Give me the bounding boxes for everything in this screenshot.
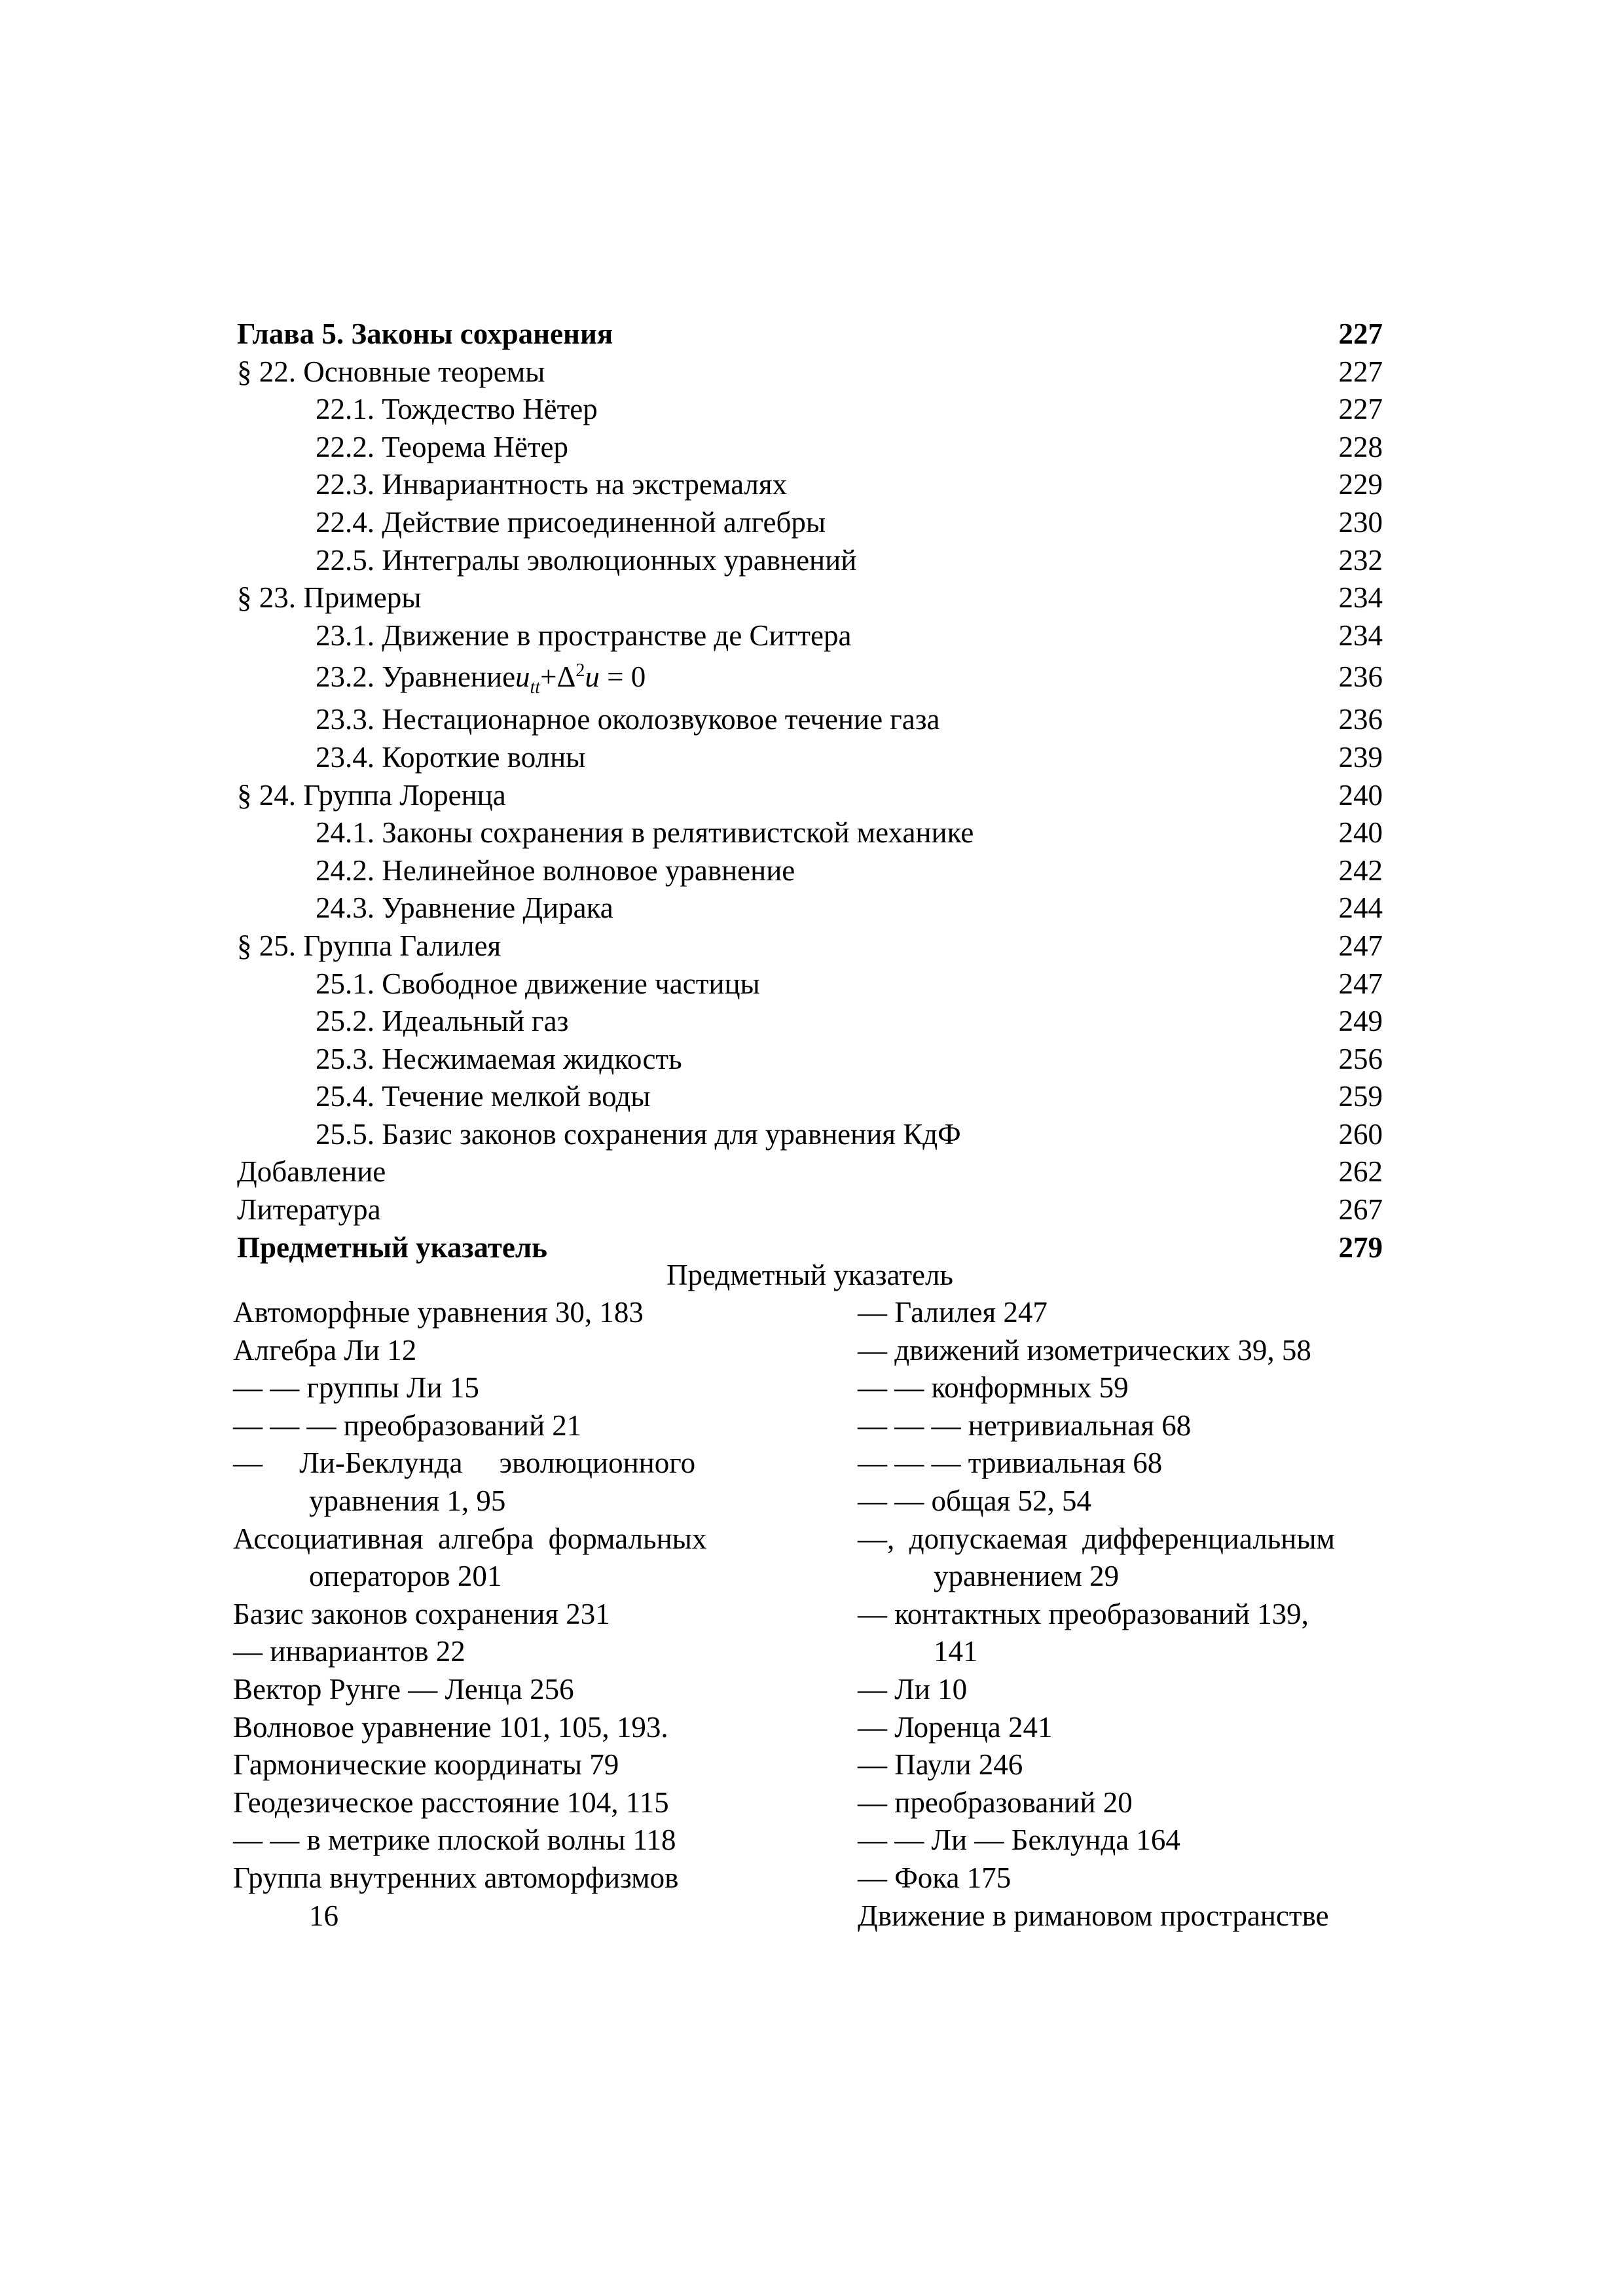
index-entry-continuation: операторов 201 [309,1560,502,1593]
index-entry [858,1520,1401,1596]
index-entry-text: — Лоренца 241 [858,1710,1053,1744]
index-entry [233,1821,763,1859]
index-entry-continuation: 141 [934,1635,978,1668]
toc-entry-page: 279 [1338,1230,1383,1264]
toc-entry-page: 260 [1338,1117,1383,1151]
toc-row [237,701,1383,739]
toc-entry-page: 234 [1338,581,1383,615]
index-entry-text: — — Ли — Беклунда 164 [858,1823,1180,1857]
toc-row [237,391,1383,429]
index-entry-continuation: уравнения 1, 95 [309,1484,506,1517]
formula-delta: Δ [556,660,576,694]
toc-row [237,504,1383,542]
toc-entry-page: 249 [1338,1005,1383,1038]
index-entry-text: — движений изометрических 39, 58 [858,1333,1311,1367]
index-entry [233,1671,763,1709]
toc-entry-page: 256 [1338,1042,1383,1075]
toc-entry-page: 247 [1338,929,1383,962]
toc-entry-page: 267 [1338,1193,1383,1227]
index-entry [233,1294,763,1332]
toc-entry-title: 24.2. Нелинейное волновое уравнение [316,853,795,887]
index-entry-text: — — группы Ли 15 [233,1371,479,1405]
index-entry-text: — Фока 175 [858,1861,1012,1894]
toc-entry-title: 23.3. Нестационарное околозвуковое течение газа [316,703,940,736]
toc-row [237,852,1383,890]
toc-entry-title: Глава 5. Законы сохранения [237,317,613,350]
index-entry-text: Геодезическое расстояние 104, 115 [233,1785,669,1819]
toc-entry-page: 262 [1338,1155,1383,1189]
toc-entry-title: § 24. Группа Лоренца [237,778,506,812]
index-entry-text: Вектор Рунге — Ленца 256 [233,1672,574,1706]
index-entry-text: — — — нетривиальная 68 [858,1408,1192,1442]
index-entry [233,1369,763,1407]
toc-entry-page: 244 [1338,891,1383,925]
index-entry-text: — Ли-Беклунда эволюционного [233,1446,696,1480]
toc-row [237,429,1383,467]
toc-entry-title: Предметный указатель [237,1230,547,1264]
index-entry-text: Волновое уравнение 101, 105, 193. [233,1710,668,1744]
toc-row [237,889,1383,927]
toc-entry-page: 239 [1338,740,1383,774]
toc-entry-title: Добавление [237,1155,386,1189]
toc-row [237,466,1383,504]
toc-entry-formula [515,658,646,696]
index-entry-text: — преобразований 20 [858,1785,1133,1819]
index-entry [233,1746,763,1784]
toc-entry-title: 22.4. Действие присоединенной алгебры [316,505,826,539]
formula-plus: + [540,660,557,694]
index-entry-text: — Паули 246 [858,1748,1023,1782]
index-entry [858,1482,1401,1520]
toc-row [237,1003,1383,1041]
toc-entry-title: 25.3. Несжимаемая жидкость [316,1042,682,1075]
toc-entry-title: 22.2. Теорема Нётер [316,430,568,463]
toc-row [237,315,1383,353]
toc-row [237,542,1383,580]
toc-row [237,965,1383,1003]
index-entry [233,1784,763,1822]
toc-entry-title: § 22. Основные теоремы [237,355,545,388]
index-entry [858,1332,1401,1370]
toc-entry-page: 240 [1338,778,1383,812]
formula-exponent: 2 [575,660,585,681]
toc-entry-title: § 23. Примеры [237,581,422,615]
index-entry [858,1859,1401,1897]
index-entry-text: Группа внутренних автоморфизмов [233,1861,679,1894]
toc-row [237,739,1383,777]
index-entry [858,1407,1401,1445]
toc-row [237,1078,1383,1116]
index-entry [858,1746,1401,1784]
index-entry [858,1897,1401,1935]
toc-entry-page: 247 [1338,967,1383,1000]
toc-row [237,579,1383,617]
toc-entry-title: 25.2. Идеальный газ [316,1005,569,1038]
index-column-left [233,1294,763,1935]
index-entry [858,1444,1401,1482]
toc-entry-page: 227 [1338,317,1383,350]
toc-entry-page: 229 [1338,468,1383,501]
toc-row [237,353,1383,391]
toc-entry-page: 242 [1338,853,1383,887]
toc-row [237,617,1383,655]
toc-entry-title: § 25. Группа Галилея [237,929,501,962]
index-entry [858,1369,1401,1407]
index-entry-text: — — общая 52, 54 [858,1484,1091,1517]
index-entry [858,1596,1401,1671]
index-entry-text: — Галилея 247 [858,1296,1048,1329]
formula-subscript: tt [530,677,541,698]
toc-entry-title: 23.4. Короткие волны [316,740,586,774]
index-entry-text: — — конформных 59 [858,1371,1129,1405]
toc-entry-title: 25.4. Течение мелкой воды [316,1080,651,1113]
index-entry-continuation: 16 [309,1899,338,1932]
toc-entry-title: Литература [237,1193,381,1227]
index-entry-text: Гармонические координаты 79 [233,1748,619,1782]
toc-entry-title: 23.1. Движение в пространстве де Ситтера [316,619,852,652]
index-entry-text: —, допускаемая дифференциальным [858,1522,1336,1555]
toc-row [237,1153,1383,1191]
toc-entry-title: 25.5. Базис законов сохранения для уравнения КдФ [316,1117,961,1151]
toc-row [237,1041,1383,1079]
index-entry [233,1709,763,1747]
index-entry-text: — — — преобразований 21 [233,1408,582,1442]
index-heading: Предметный указатель [666,1259,953,1291]
toc-entry-title: 23.2. Уравнение [316,660,516,694]
index-entry-text: Алгебра Ли 12 [233,1333,417,1367]
toc-entry-page: 228 [1338,430,1383,463]
toc-entry-title: 22.3. Инвариантность на экстремалях [316,468,788,501]
index-entry [233,1859,763,1935]
index-entry [233,1596,763,1634]
formula-u: u [585,660,600,694]
formula-u: u [515,660,530,694]
toc-entry-page: 227 [1338,355,1383,388]
toc-entry-title: 24.1. Законы сохранения в релятивистской механике [316,816,974,850]
toc-entry-page: 232 [1338,543,1383,577]
index-entry-text: — — — тривиальная 68 [858,1446,1163,1480]
toc-entry-page: 227 [1338,393,1383,426]
index-entry [858,1294,1401,1332]
toc-entry-title: 22.1. Тождество Нётер [316,393,598,426]
index-column-right [858,1294,1401,1935]
toc-row [237,1191,1383,1229]
toc-entry-title: 25.1. Свободное движение частицы [316,967,760,1000]
index-entry-text: — контактных преобразований 139, [858,1597,1309,1630]
toc-row [237,777,1383,815]
formula-equals: = 0 [599,660,646,694]
toc-entry-title: 24.3. Уравнение Дирака [316,891,613,925]
toc-row [237,655,1383,701]
index-entry-text: — инвариантов 22 [233,1635,465,1668]
index-entry [233,1444,763,1520]
index-entry-text: Ассоциативная алгебра формальных [233,1522,707,1555]
toc-entry-page: 236 [1338,660,1383,694]
toc-entry-page: 240 [1338,816,1383,850]
toc-entry-title: 22.5. Интегралы эволюционных уравнений [316,543,857,577]
toc-entry-page: 259 [1338,1080,1383,1113]
toc-entry-page: 236 [1338,703,1383,736]
index-entry [233,1332,763,1370]
index-entry [858,1784,1401,1822]
index-entry [858,1671,1401,1709]
index-entry-text: Базис законов сохранения 231 [233,1597,610,1630]
index-entry [233,1633,763,1671]
index-entry [233,1407,763,1445]
index-entry-text: — Ли 10 [858,1672,968,1706]
index-entry-text: — — в метрике плоской волны 118 [233,1823,676,1857]
index-entry-text: Автоморфные уравнения 30, 183 [233,1296,644,1329]
index-entry-text: Движение в римановом пространстве [858,1899,1329,1932]
toc-entry-page: 234 [1338,619,1383,652]
toc-row [237,814,1383,852]
toc-row [237,927,1383,965]
index-entry-continuation: уравнением 29 [934,1560,1120,1593]
index-entry [233,1520,763,1596]
index-entry [858,1821,1401,1859]
index-entry [858,1709,1401,1747]
toc-row [237,1116,1383,1154]
table-of-contents [237,315,1383,1266]
toc-entry-page: 230 [1338,505,1383,539]
